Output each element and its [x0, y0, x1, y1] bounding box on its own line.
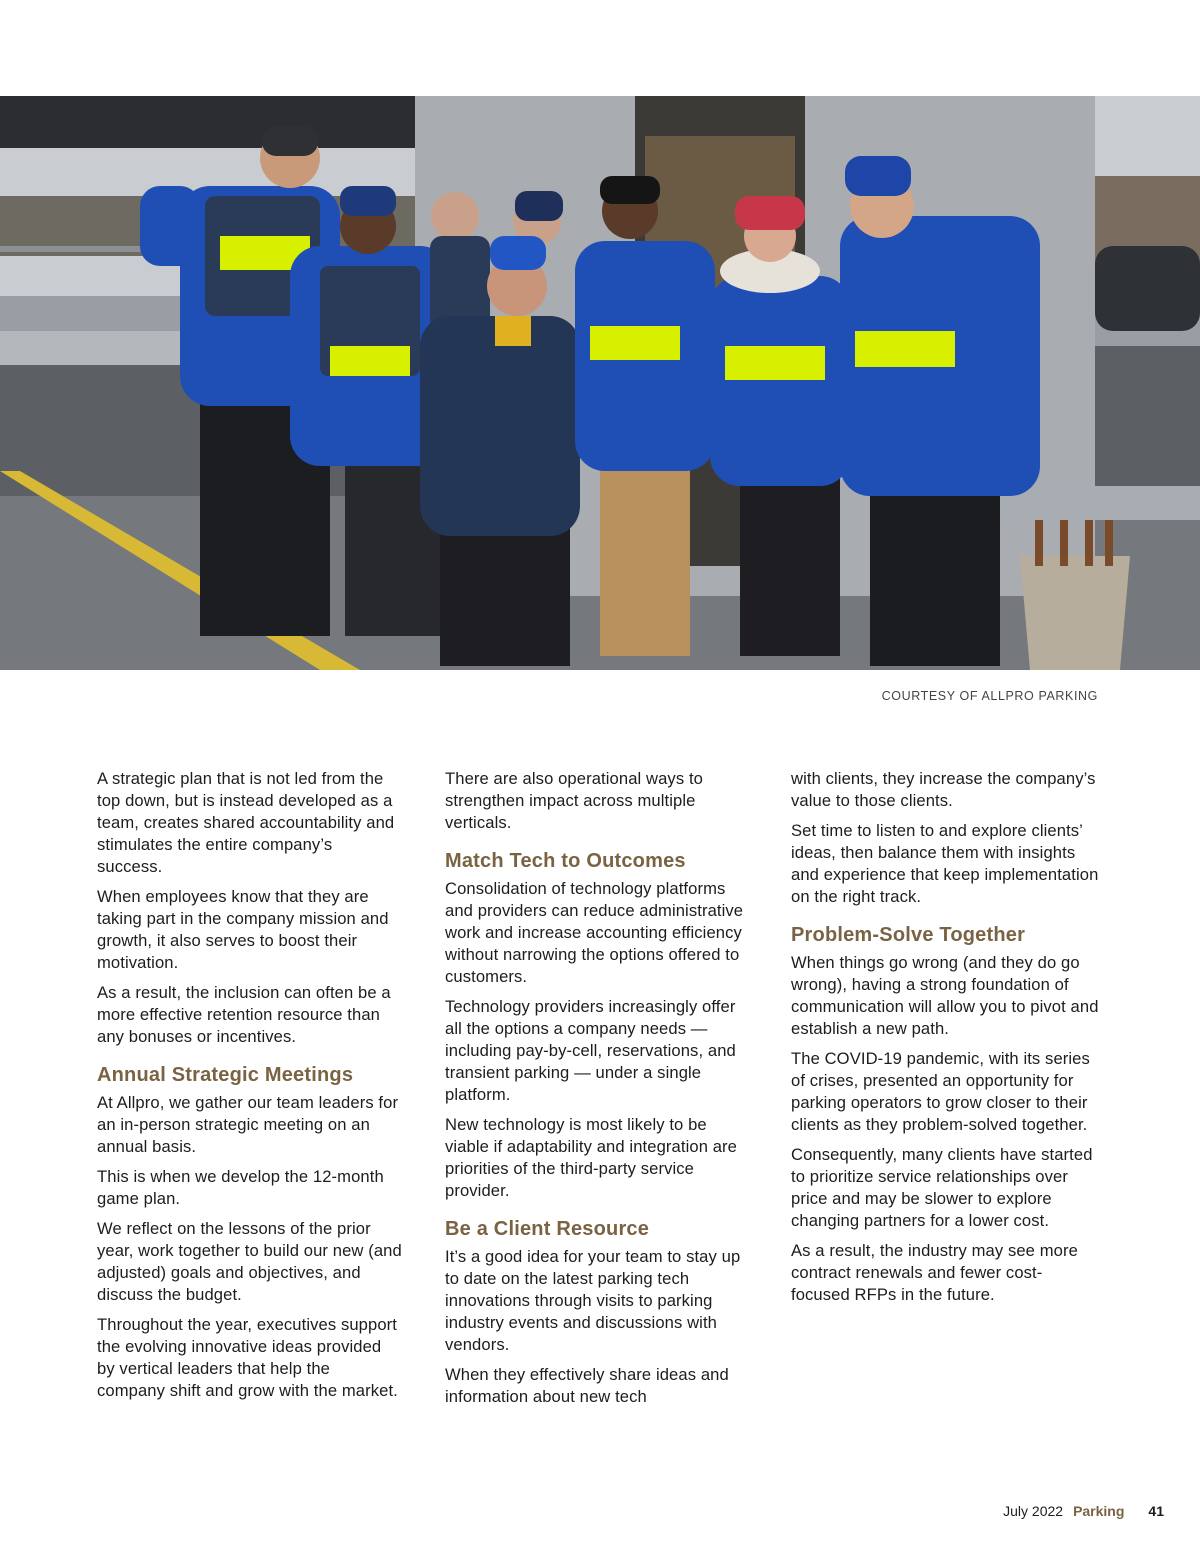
- paragraph: There are also operational ways to strengthen impact across multiple verticals.: [445, 769, 703, 832]
- section-heading: Be a Client Resource: [445, 1218, 650, 1240]
- page-footer: [1003, 1503, 1164, 1519]
- paragraph: It’s a good idea for your team to stay up to date on the latest parking tech innovations through visits to parking industry events and discussions with vendors.: [445, 1247, 741, 1354]
- article-column-1: [97, 768, 402, 1410]
- paragraph: Throughout the year, executives support the evolving innovative ideas provided by vertical leaders that help the company shift and grow with the market.: [97, 1315, 398, 1400]
- paragraph: Consequently, many clients have started to prioritize service relationships over price and may be slower to explore changing partners for a lower cost.: [791, 1145, 1093, 1230]
- paragraph: When they effectively share ideas and information about new tech: [445, 1365, 729, 1406]
- paragraph: A strategic plan that is not led from the top down, but is instead developed as a team, creates shared accountability and stimulates the entire company’s success.: [97, 769, 395, 876]
- paragraph: Technology providers increasingly offer all the options a company needs — including pay-by-cell, reservations, and transient parking — under a single platform.: [445, 997, 736, 1104]
- section-heading: Annual Strategic Meetings: [97, 1064, 354, 1086]
- paragraph: We reflect on the lessons of the prior year, work together to build our new (and adjusted) goals and objectives, and discuss the budget.: [97, 1219, 402, 1304]
- paragraph: When things go wrong (and they do go wrong), having a strong foundation of communication will allow you to pivot and establish a new path.: [791, 953, 1099, 1038]
- article-column-3: [791, 768, 1101, 1314]
- photo-credit: COURTESY OF ALLPRO PARKING: [881, 689, 1098, 703]
- paragraph: As a result, the industry may see more contract renewals and fewer cost-focused RFPs in the future.: [791, 1241, 1078, 1304]
- paragraph: with clients, they increase the company’s value to those clients.: [791, 769, 1096, 810]
- paragraph: The COVID-19 pandemic, with its series of crises, presented an opportunity for parking operators to grow closer to their clients as they problem-solved together.: [791, 1049, 1090, 1134]
- paragraph: This is when we develop the 12-month game plan.: [97, 1167, 384, 1208]
- paragraph: As a result, the inclusion can often be a more effective retention resource than any bonuses or incentives.: [97, 983, 391, 1046]
- section-heading: Problem-Solve Together: [791, 924, 1026, 946]
- article-column-2: [445, 768, 750, 1416]
- paragraph: Set time to listen to and explore clients’ ideas, then balance them with insights and experience that keep implementation on the right track.: [791, 821, 1099, 906]
- paragraph: At Allpro, we gather our team leaders for an in-person strategic meeting on an annual basis.: [97, 1093, 399, 1156]
- team-photo-illustration: [0, 96, 1200, 670]
- page-number: 41: [1148, 1503, 1164, 1519]
- paragraph: New technology is most likely to be viable if adaptability and integration are priorities of the third-party service provider.: [445, 1115, 738, 1200]
- magazine-name: Parking: [1073, 1503, 1125, 1519]
- section-heading: Match Tech to Outcomes: [445, 850, 686, 872]
- issue-date: July 2022: [1003, 1503, 1064, 1519]
- paragraph: When employees know that they are taking part in the company mission and growth, it also serves to boost their motivation.: [97, 887, 389, 972]
- team-photo: [0, 96, 1200, 670]
- paragraph: Consolidation of technology platforms and providers can reduce administrative work and increase accounting efficiency without narrowing the options offered to customers.: [445, 879, 744, 986]
